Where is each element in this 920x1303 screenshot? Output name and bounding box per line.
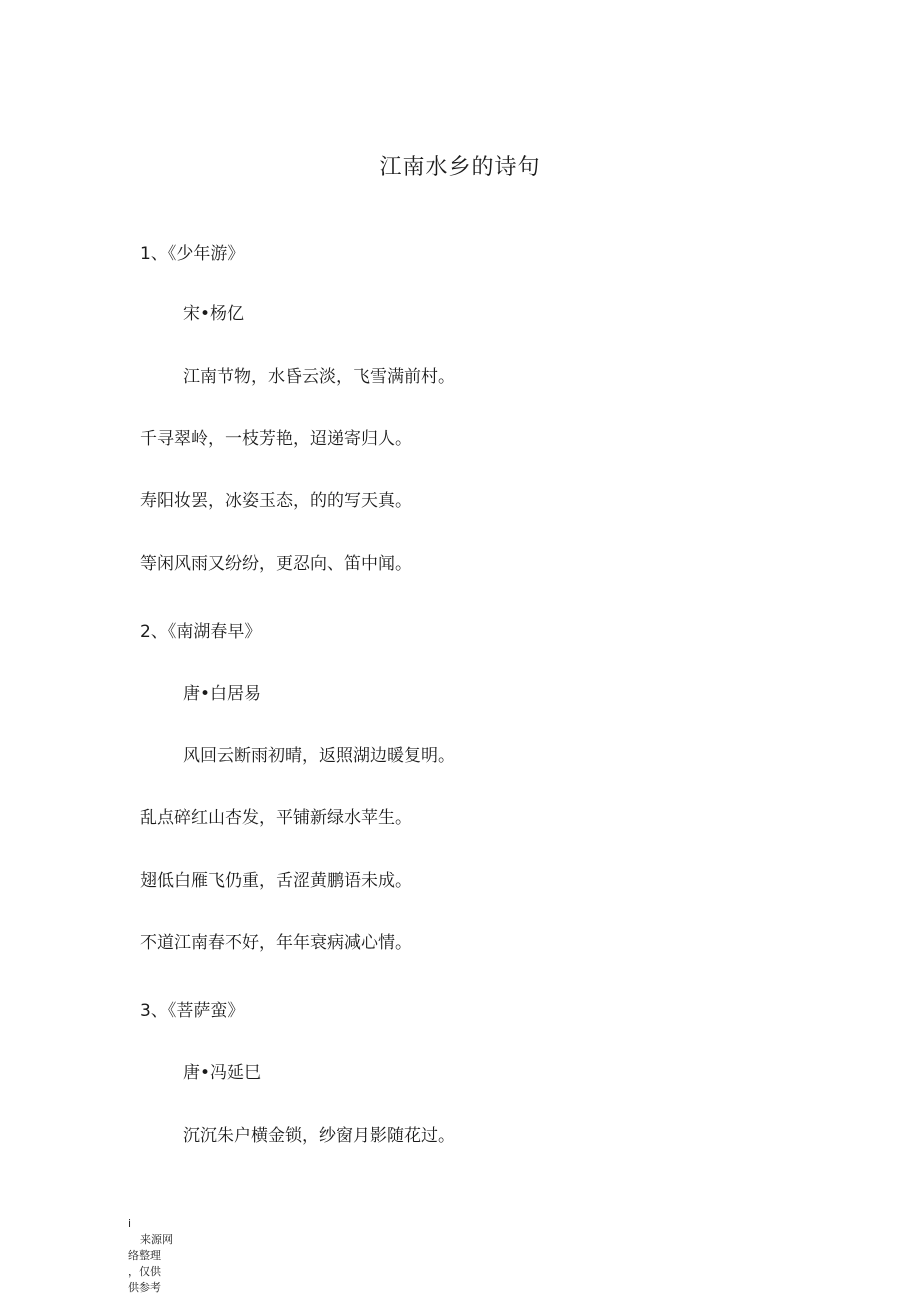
footer-line: ，仅供	[128, 1265, 161, 1278]
poem-line: 千寻翠岭，一枝芳艳，迢递寄归人。	[140, 429, 412, 449]
poem-line: 翅低白雁飞仍重，舌涩黄鹏语未成。	[140, 871, 412, 891]
poem-line: 沉沉朱户横金锁，纱窗月影随花过。	[183, 1126, 455, 1146]
footer-line: i	[128, 1217, 132, 1230]
poem-line: 等闲风雨又纷纷，更忍向、笛中闻。	[140, 554, 412, 574]
poem-line: 不道江南春不好，年年衰病减心情。	[140, 933, 412, 953]
poem-author: 宋•杨亿	[183, 304, 245, 324]
poem-line: 风回云断雨初晴，返照湖边暖复明。	[183, 746, 455, 766]
poem-author: 唐•白居易	[183, 684, 262, 704]
poem-line: 江南节物，水昏云淡，飞雪满前村。	[183, 367, 455, 387]
poem-heading: 2、《南湖春早》	[140, 622, 262, 642]
poem-line: 乱点碎红山杏发，平铺新绿水苹生。	[140, 808, 412, 828]
poem-author: 唐•冯延巳	[183, 1063, 262, 1083]
poem-line: 寿阳妆罢，冰姿玉态，的的写天真。	[140, 491, 412, 511]
poem-heading: 3、《菩萨蛮》	[140, 1001, 245, 1021]
poem-heading: 1、《少年游》	[140, 244, 245, 264]
footer-note	[128, 1216, 173, 1296]
footer-line: 来源网	[140, 1233, 173, 1246]
footer-line: 供参考	[128, 1281, 161, 1294]
footer-line: 络整理	[128, 1249, 161, 1262]
page-title: 江南水乡的诗句	[379, 155, 541, 180]
